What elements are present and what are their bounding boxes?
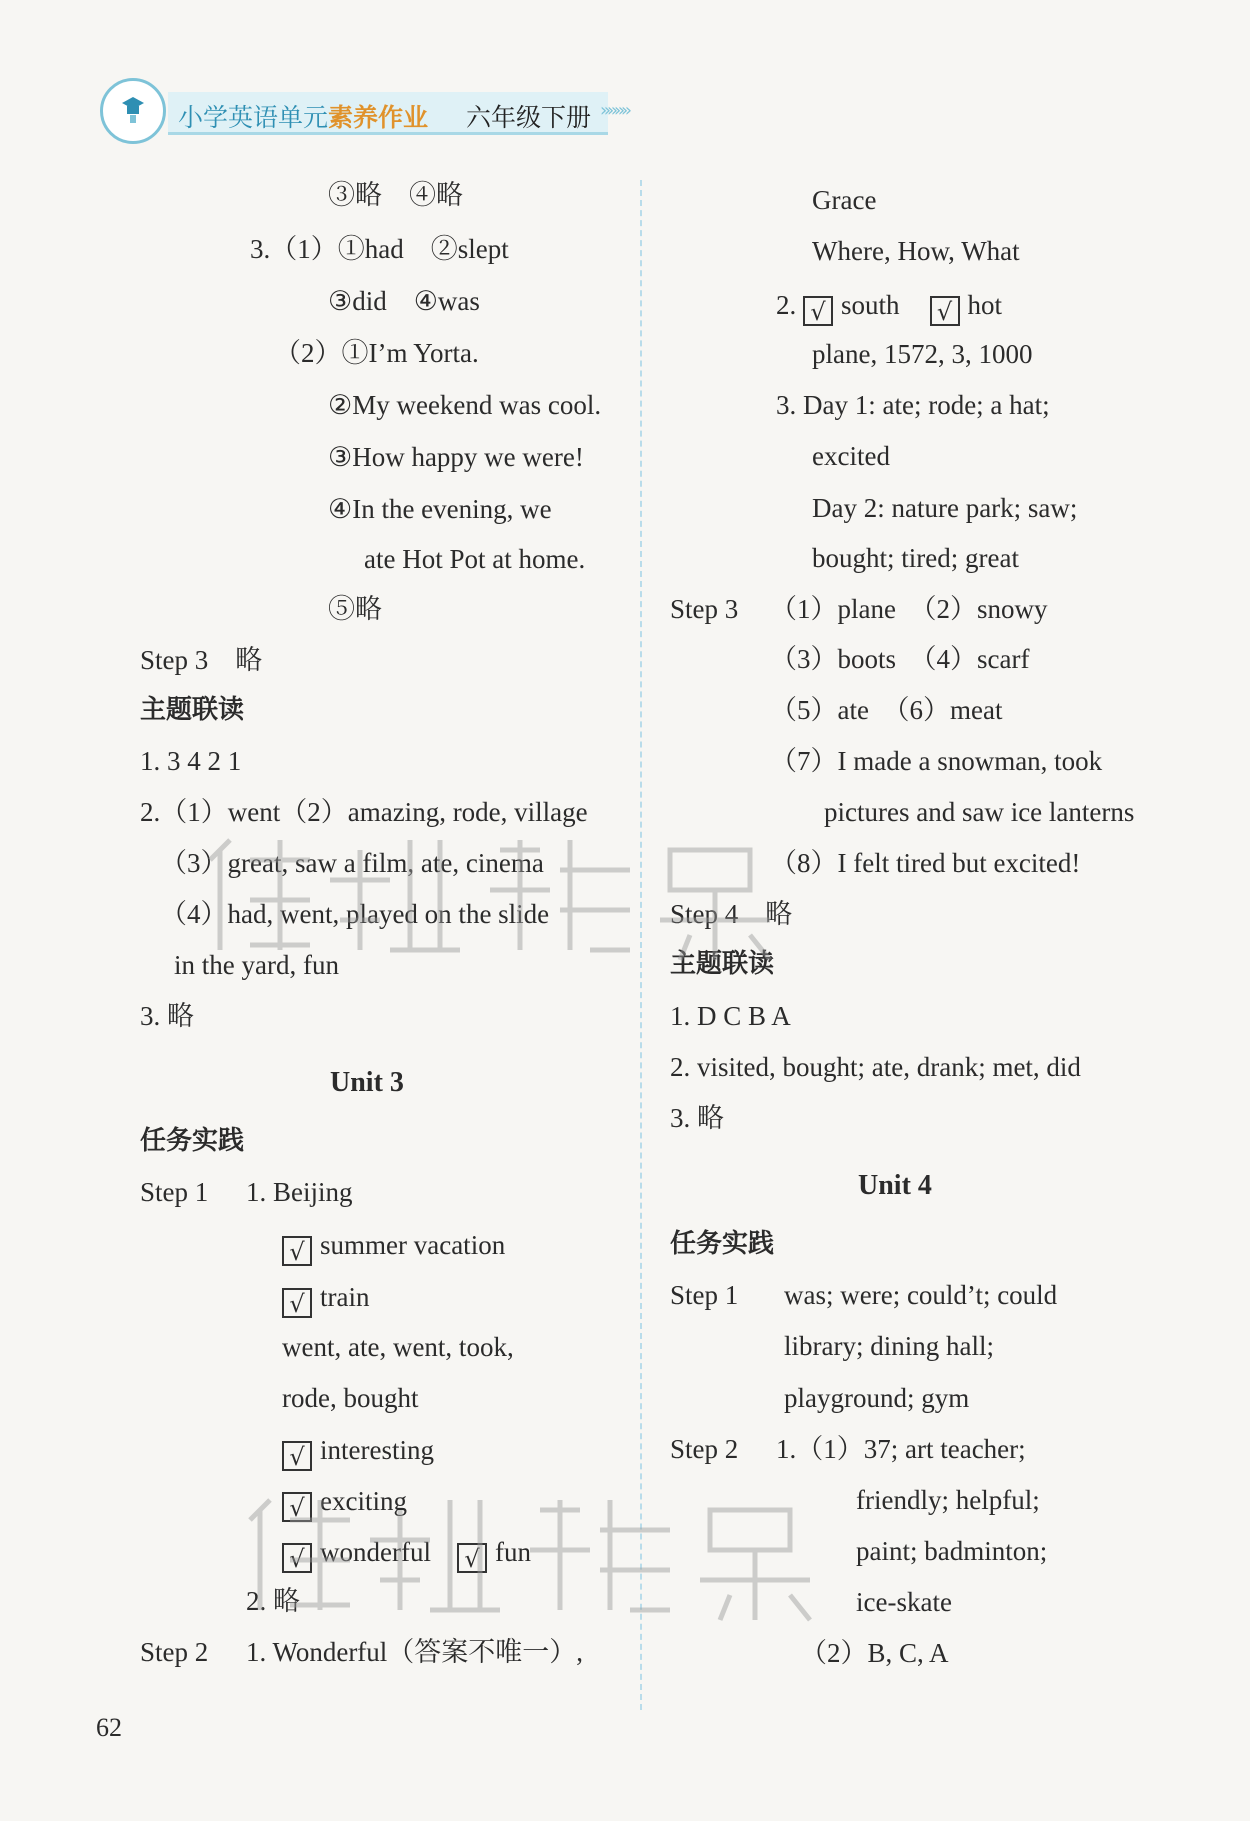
checked-item: √ interesting [282, 1433, 434, 1471]
answer-line: 1. 3 4 2 1 [140, 746, 242, 776]
answer-line: 3. 略 [670, 1103, 724, 1133]
answer-line: ③略 ④略 [328, 180, 463, 210]
step-label: Step 1 [140, 1177, 209, 1207]
answer-line: ④In the evening, we [328, 494, 552, 524]
answer-line: library; dining hall; [784, 1331, 994, 1361]
series-title: 小学英语单元素养作业 [178, 103, 429, 132]
answer-line: （8）I felt tired but excited! [770, 848, 1081, 878]
answer-line: ⑤略 [328, 594, 382, 624]
section-heading: 主题联读 [670, 949, 775, 979]
answer-line: Where, How, What [812, 236, 1020, 266]
checkbox-checked-icon: √ [930, 296, 960, 326]
checkbox-checked-icon: √ [803, 296, 833, 326]
answer-line: went, ate, went, took, [282, 1332, 514, 1362]
grade-label: 六年级下册 [466, 103, 592, 132]
checkbox-checked-icon: √ [282, 1441, 312, 1471]
checked-item: 2. √ south √ hot [776, 290, 1003, 326]
answer-line: 2. visited, bought; ate, drank; met, did [670, 1052, 1081, 1082]
answer-line: 1. D C B A [670, 1001, 791, 1031]
section-heading: 任务实践 [140, 1126, 245, 1156]
answer-line: （2）①I’m Yorta. [274, 338, 479, 368]
watermark-logo [190, 820, 830, 970]
answer-line: plane, 1572, 3, 1000 [812, 339, 1033, 369]
answer-line: ate Hot Pot at home. [364, 544, 586, 574]
answer-line: was; were; could’t; could [784, 1280, 1058, 1310]
step-label: Step 2 [670, 1434, 739, 1464]
answer-line: （5）ate （6）meat [770, 695, 1003, 725]
unit-title: Unit 4 [858, 1170, 932, 1201]
answer-line: （3）boots （4）scarf [770, 644, 1030, 674]
checked-item: √ exciting [282, 1484, 407, 1522]
step-line: Step 4 略 [670, 899, 793, 929]
answer-line: playground; gym [784, 1383, 970, 1413]
watermark-logo [230, 1480, 830, 1630]
answer-line: ③How happy we were! [328, 442, 584, 472]
answer-line: pictures and saw ice lanterns [824, 797, 1135, 827]
checkbox-checked-icon: √ [282, 1492, 312, 1522]
checked-item: √ train [282, 1280, 369, 1318]
answer-line: Grace [812, 185, 877, 215]
answer-line: friendly; helpful; [856, 1485, 1040, 1515]
answer-line: 3. Day 1: ate; rode; a hat; [776, 390, 1050, 420]
step-line: Step 3 略 [140, 645, 263, 675]
checkbox-checked-icon: √ [457, 1543, 487, 1573]
answer-line: 1. Wonderful（答案不唯一）, [246, 1637, 584, 1667]
answer-line: in the yard, fun [174, 950, 339, 980]
checked-item: √ wonderful √ fun [282, 1535, 531, 1573]
answer-line: （4）had, went, played on the slide [160, 899, 550, 929]
checked-item: √ summer vacation [282, 1228, 505, 1266]
answer-line: paint; badminton; [856, 1536, 1048, 1566]
answer-line: 3.（1）①had ②slept [250, 234, 509, 264]
step-label: Step 1 [670, 1280, 739, 1310]
answer-line: （3）great, saw a film, ate, cinema [160, 848, 544, 878]
answer-line: 2.（1）went（2）amazing, rode, village [140, 797, 588, 827]
answer-line: 2. 略 [246, 1586, 300, 1616]
answer-line: bought; tired; great [812, 543, 1019, 573]
page-header [100, 78, 660, 144]
answer-line: （2）B, C, A [800, 1638, 949, 1668]
graduation-cap-icon [100, 78, 166, 144]
step-label: Step 2 [140, 1637, 209, 1667]
answer-line: 1. Beijing [246, 1177, 353, 1207]
header-arrows: »»»» [600, 100, 629, 121]
checkbox-checked-icon: √ [282, 1236, 312, 1266]
section-heading: 主题联读 [140, 695, 245, 725]
answer-line: rode, bought [282, 1383, 419, 1413]
step-label: Step 3 [670, 594, 739, 624]
checkbox-checked-icon: √ [282, 1288, 312, 1318]
checkbox-checked-icon: √ [282, 1543, 312, 1573]
answer-line: ②My weekend was cool. [328, 390, 602, 420]
answer-line: （7）I made a snowman, took [770, 746, 1103, 776]
answer-line: （1）plane （2）snowy [770, 594, 1048, 624]
answer-line: Day 2: nature park; saw; [812, 493, 1078, 523]
unit-title: Unit 3 [330, 1067, 404, 1098]
answer-line: 3. 略 [140, 1001, 194, 1031]
section-heading: 任务实践 [670, 1229, 775, 1259]
answer-line: ③did ④was [328, 286, 480, 316]
answer-line: excited [812, 441, 890, 471]
answer-line: 1.（1）37; art teacher; [776, 1434, 1026, 1464]
answer-line: ice-skate [856, 1587, 952, 1617]
page-number: 62 [96, 1713, 122, 1742]
